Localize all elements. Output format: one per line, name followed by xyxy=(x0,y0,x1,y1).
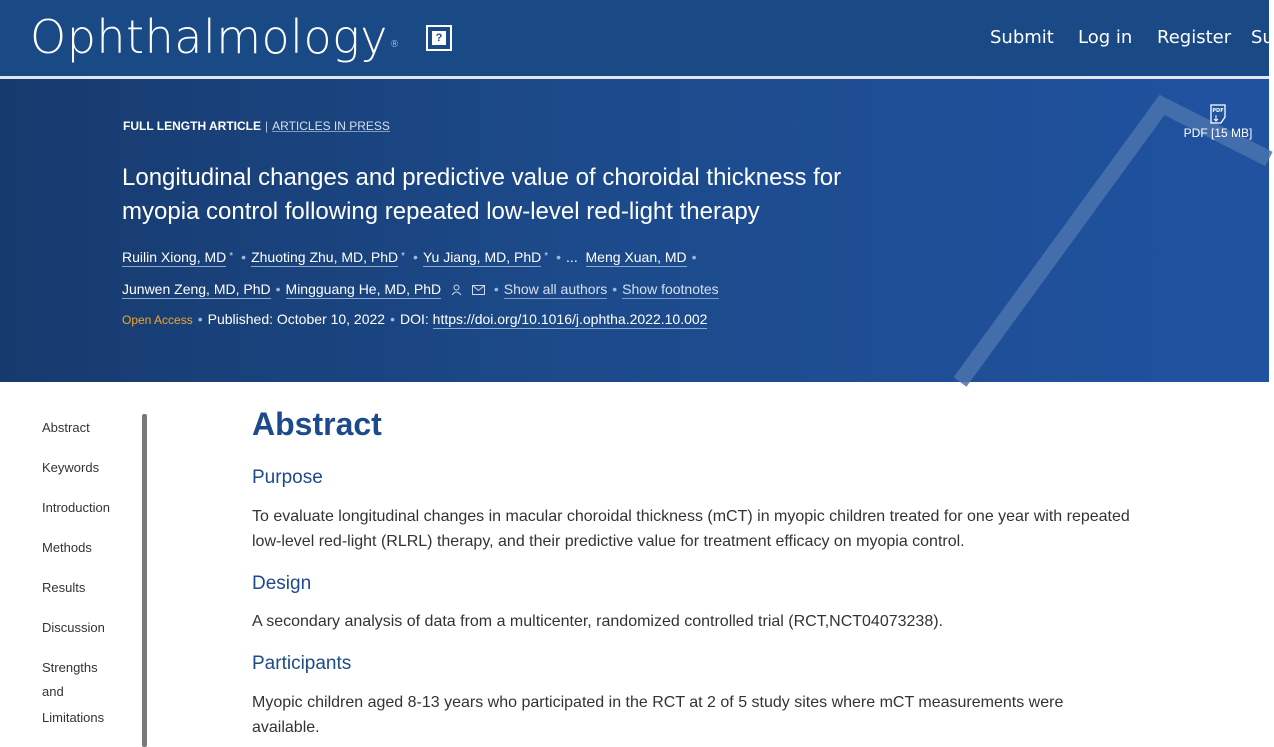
design-text xyxy=(252,609,1232,634)
separator-dot: • xyxy=(390,311,395,327)
author-link[interactable]: Junwen Zeng, MD, PhD xyxy=(122,281,271,297)
outline-methods[interactable]: Methods xyxy=(42,540,92,555)
author-link[interactable]: Zhuoting Zhu, MD, PhD xyxy=(251,249,399,265)
journal-logo[interactable] xyxy=(30,8,399,66)
separator-dot: • xyxy=(275,281,281,297)
registered-mark: ® xyxy=(389,40,400,50)
publication-info xyxy=(122,311,707,327)
article-type-label: FULL LENGTH ARTICLE xyxy=(123,119,261,133)
author-link[interactable]: Ruilin Xiong, MD xyxy=(122,249,227,265)
separator-dot: • xyxy=(691,249,697,265)
show-footnotes-link[interactable]: Show footnotes xyxy=(622,281,719,297)
author-link[interactable]: Yu Jiang, MD, PhD xyxy=(422,249,542,265)
svg-text:PDF: PDF xyxy=(1212,108,1224,114)
participants-heading: Participants xyxy=(252,653,352,674)
separator-dot: • xyxy=(197,311,203,327)
purpose-heading: Purpose xyxy=(252,467,323,488)
nav-subscribe[interactable]: Su xyxy=(1251,27,1274,48)
separator-dot: • xyxy=(556,249,562,265)
separator-dot: • xyxy=(612,281,618,297)
article-header xyxy=(0,79,1269,382)
outline-keywords[interactable]: Keywords xyxy=(42,460,100,475)
journal-logo-text: Ophthalmology xyxy=(30,10,388,64)
nav-submit[interactable]: Submit xyxy=(990,27,1054,48)
author-list xyxy=(122,241,942,305)
doi-link[interactable]: https://doi.org/10.1016/j.ophtha.2022.10.002 xyxy=(432,311,708,327)
footnote-star-icon: * xyxy=(544,251,549,262)
nav-login[interactable]: Log in xyxy=(1078,27,1133,48)
outline-and[interactable]: and xyxy=(42,684,64,699)
outline-strengths[interactable]: Strengths xyxy=(42,660,98,675)
article-title: Longitudinal changes and predictive value of choroidal thickness for myopia control following repeated low-level red-light therapy xyxy=(122,164,842,225)
outline-introduction[interactable]: Introduction xyxy=(42,500,110,515)
purpose-text-line: To evaluate longitudinal changes in macular choroidal thickness (mCT) in myopic children treated for one year with repeated xyxy=(252,508,1130,525)
outline-discussion[interactable]: Discussion xyxy=(42,620,105,635)
purpose-text-line: low-level red-light (RLRL) therapy, and their predictive value for treatment efficacy on myopia control. xyxy=(252,533,965,550)
separator-dot: • xyxy=(413,249,418,265)
article-type xyxy=(123,119,390,133)
nav-register[interactable]: Register xyxy=(1157,27,1232,48)
separator-dot: • xyxy=(241,249,247,265)
footnote-star-icon: * xyxy=(229,251,234,262)
outline-limitations[interactable]: Limitations xyxy=(42,710,105,725)
author-link[interactable]: Mingguang He, MD, PhD xyxy=(285,281,442,297)
pdf-size-label: PDF [15 MB] xyxy=(1183,126,1253,140)
type-separator: | xyxy=(265,119,269,133)
show-all-authors-link[interactable]: Show all authors xyxy=(503,281,608,297)
pdf-download-button[interactable] xyxy=(1168,104,1268,140)
purpose-text xyxy=(252,504,1232,554)
outline-progress-bar xyxy=(142,414,147,747)
authors-ellipsis: ... xyxy=(566,249,578,265)
design-text-line: A secondary analysis of data from a multicenter, randomized controlled trial (RCT,NCT04073238). xyxy=(252,613,943,630)
author-link[interactable]: Meng Xuan, MD xyxy=(585,249,687,265)
separator-dot: • xyxy=(493,281,499,297)
articles-in-press-link[interactable]: ARTICLES IN PRESS xyxy=(272,119,390,133)
participants-text-line: Myopic children aged 8-13 years who participated in the RCT at 2 of 5 study sites where mCT measurements were xyxy=(252,694,1064,711)
open-access-badge: Open Access xyxy=(122,313,193,327)
outline-abstract[interactable]: Abstract xyxy=(42,420,90,435)
question-icon: ? xyxy=(432,31,446,45)
mail-icon[interactable] xyxy=(472,285,485,295)
site-header xyxy=(0,0,1274,76)
journal-info-icon[interactable] xyxy=(426,25,452,51)
doi-label: DOI: xyxy=(400,311,429,327)
participants-text xyxy=(252,690,1232,740)
abstract-heading: Abstract xyxy=(252,406,382,442)
participants-text-line: available. xyxy=(252,719,320,736)
published-date: Published: October 10, 2022 xyxy=(207,311,386,327)
pdf-icon xyxy=(1210,104,1226,124)
design-heading: Design xyxy=(252,573,312,594)
footnote-star-icon: * xyxy=(401,251,406,262)
outline-results[interactable]: Results xyxy=(42,580,86,595)
person-icon xyxy=(451,284,462,296)
